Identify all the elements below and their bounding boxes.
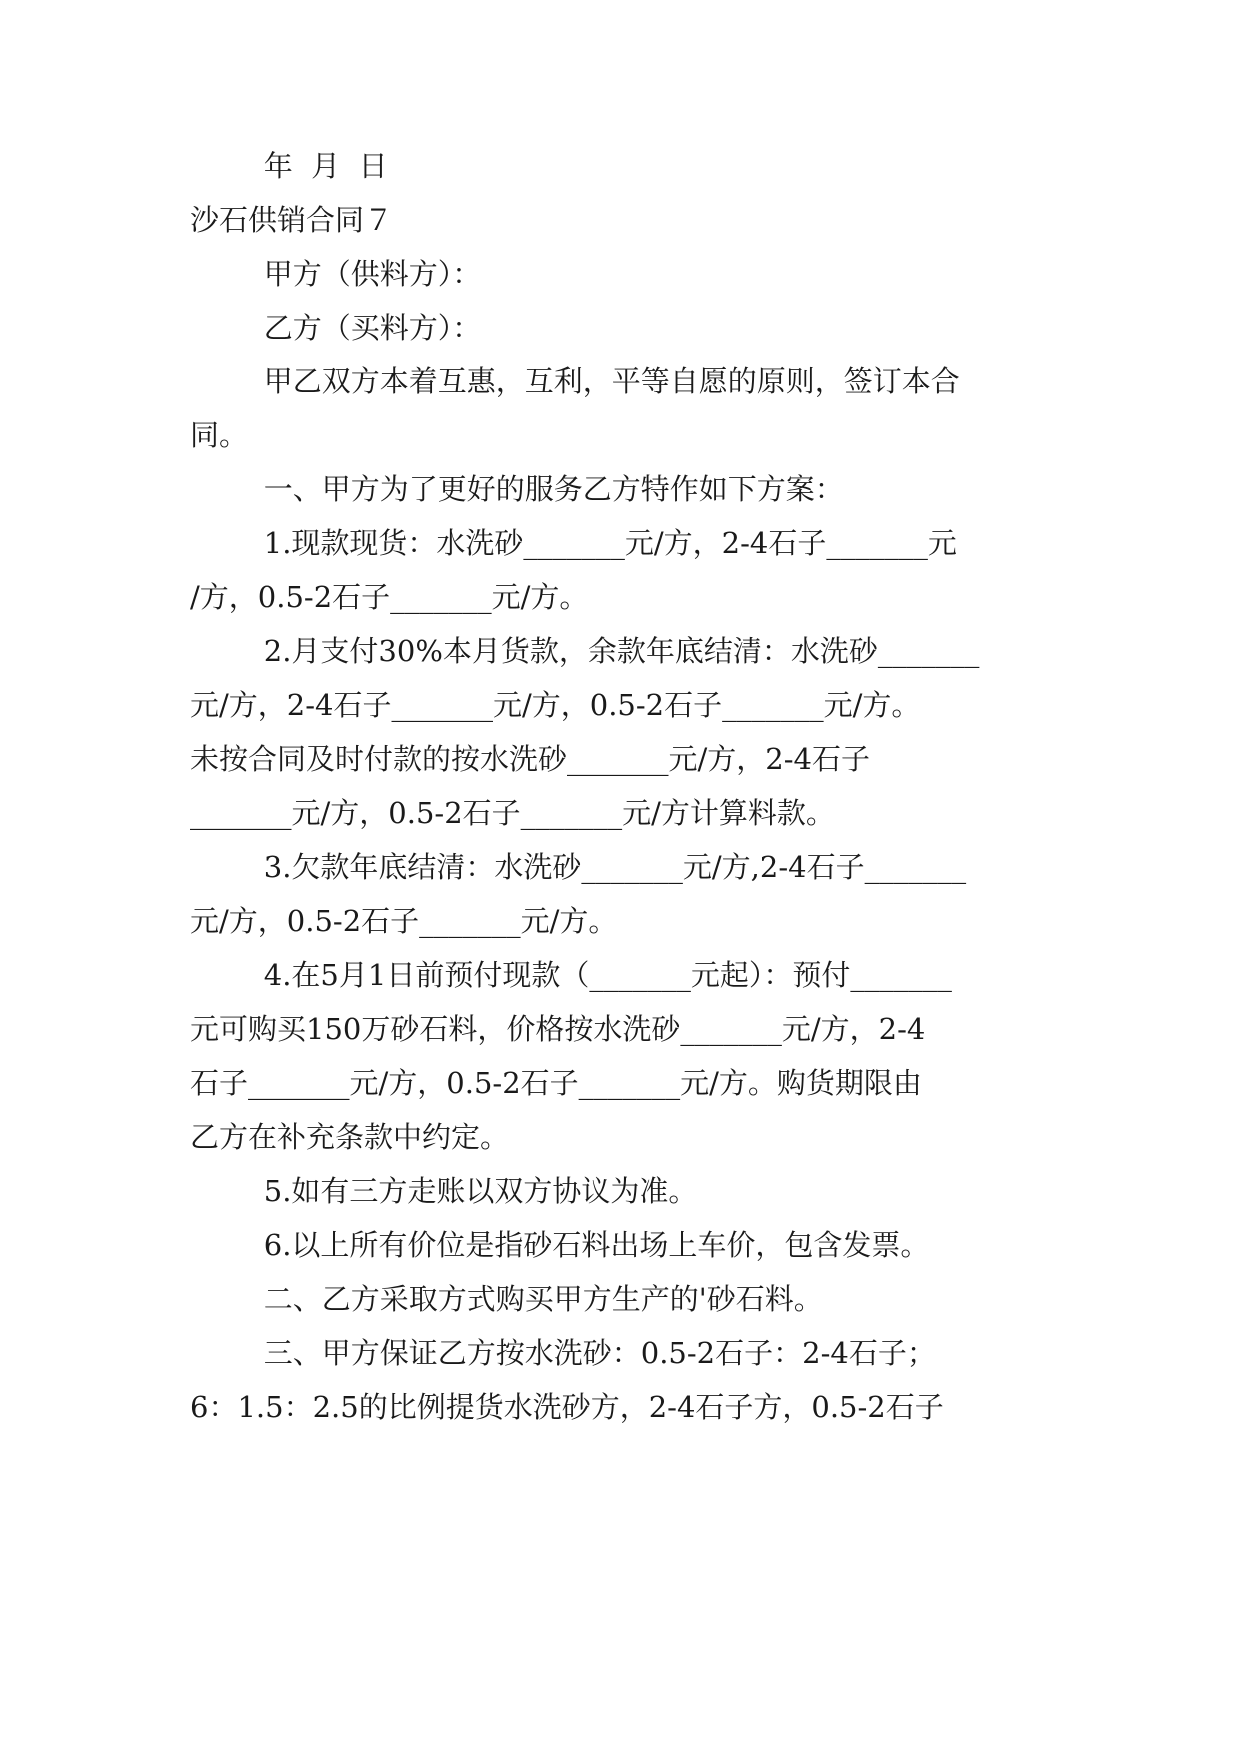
document-title: 沙石供销合同７ — [190, 203, 394, 237]
party-b-line: 乙方（买料方）： — [190, 311, 482, 345]
date-line: 年 月 日 — [190, 149, 388, 183]
paragraph-line: 甲乙双方本着互惠，互利，平等自愿的原则，签订本合 — [190, 364, 960, 398]
section-heading: 三、甲方保证乙方按水洗砂：0.5-2石子：2-4石子； — [190, 1336, 936, 1370]
paragraph-line: 2.月支付30%本月货款，余款年底结清：水洗砂_______ — [190, 634, 980, 668]
paragraph-line: 3.欠款年底结清：水洗砂_______元/方,2-4石子_______ — [190, 850, 967, 884]
paragraph-line: 6：1.5：2.5的比例提货水洗砂方，2-4石子方，0.5-2石子 — [190, 1390, 944, 1424]
paragraph-line: 元可购买150万砂石料，价格按水洗砂_______元/方，2-4 — [190, 1012, 926, 1046]
paragraph-line: 未按合同及时付款的按水洗砂_______元/方，2-4石子 — [190, 742, 870, 776]
paragraph-line: 元/方，2-4石子_______元/方，0.5-2石子_______元/方。 — [190, 688, 921, 722]
section-heading: 一、甲方为了更好的服务乙方特作如下方案： — [190, 472, 844, 506]
paragraph-line: 石子_______元/方，0.5-2石子_______元/方。购货期限由 — [190, 1066, 922, 1100]
party-a-line: 甲方（供料方）： — [190, 257, 482, 291]
section-heading: 二、乙方采取方式购买甲方生产的'砂石料。 — [190, 1282, 823, 1316]
paragraph-line: 5.如有三方走账以双方协议为准。 — [190, 1174, 698, 1208]
paragraph-line: 元/方，0.5-2石子_______元/方。 — [190, 904, 618, 938]
paragraph-line: 4.在5月1日前预付现款（_______元起）：预付_______ — [190, 958, 952, 992]
paragraph-line: /方，0.5-2石子_______元/方。 — [190, 580, 589, 614]
paragraph-line: 1.现款现货：水洗砂_______元/方，2-4石子_______元 — [190, 526, 957, 560]
paragraph-line: 6.以上所有价位是指砂石料出场上车价，包含发票。 — [190, 1228, 930, 1262]
paragraph-line: 同。 — [190, 418, 249, 452]
paragraph-line: _______元/方，0.5-2石子_______元/方计算料款。 — [190, 796, 835, 830]
paragraph-line: 乙方在补充条款中约定。 — [190, 1120, 510, 1154]
